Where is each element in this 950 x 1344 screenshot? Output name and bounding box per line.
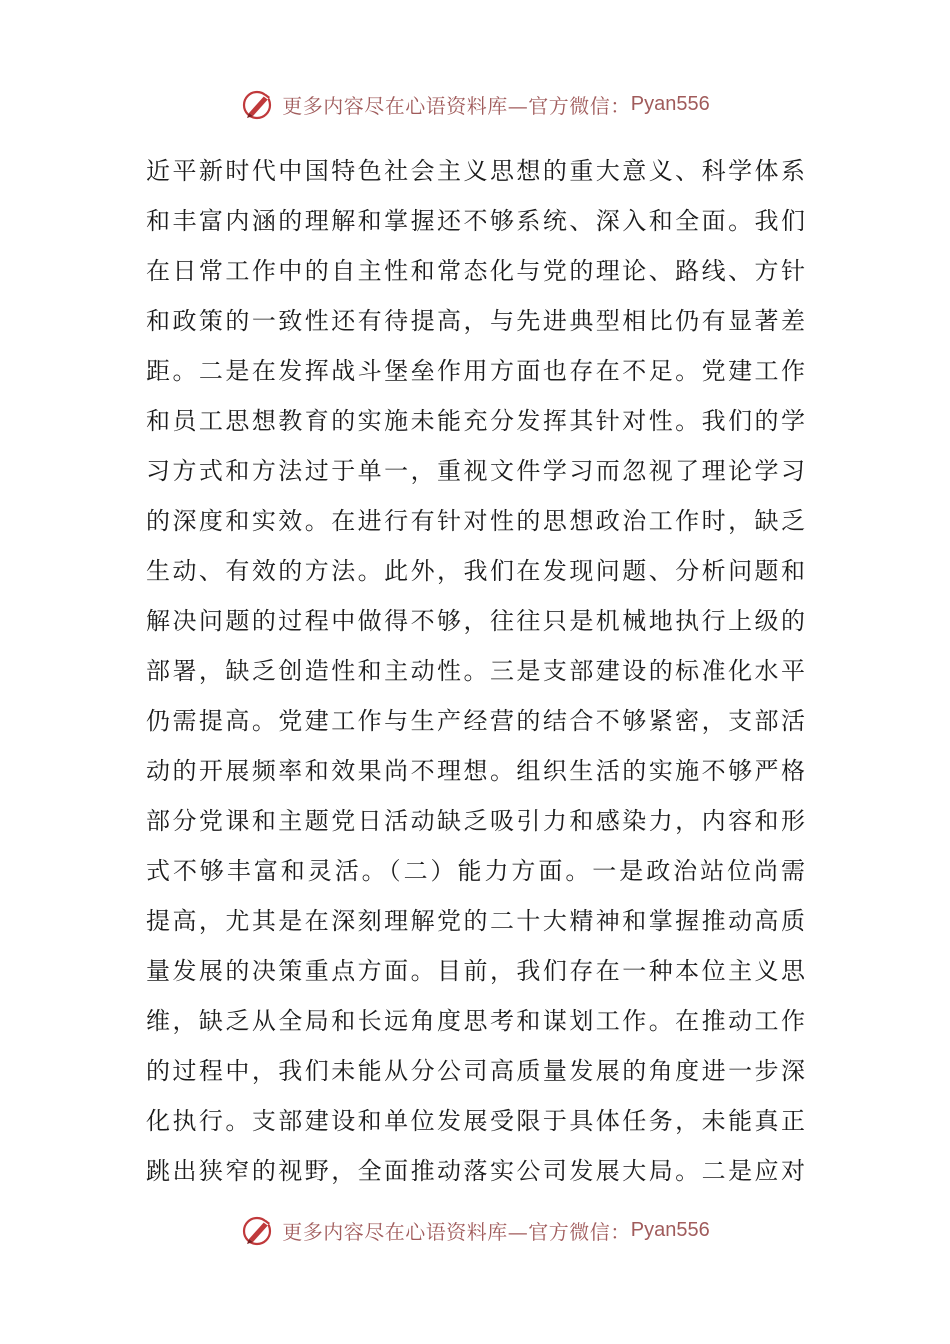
text-line: 近平新时代中国特色社会主义思想的重大意义、科学体系 bbox=[146, 157, 806, 185]
header-banner-text: 更多内容尽在心语资料库—官方微信： bbox=[282, 93, 631, 118]
text-line: 习方式和方法过于单一，重视文件学习而忽视了理论学习 bbox=[146, 457, 806, 485]
text-line: 在日常工作中的自主性和常态化与党的理论、路线、方针 bbox=[146, 257, 806, 285]
text-line: 和丰富内涵的理解和掌握还不够系统、深入和全面。我们 bbox=[146, 207, 806, 235]
text-line: 的过程中，我们未能从分公司高质量发展的角度进一步深 bbox=[146, 1057, 806, 1085]
header-banner bbox=[0, 84, 950, 124]
footer-banner-text: 更多内容尽在心语资料库—官方微信： bbox=[282, 1219, 631, 1244]
footer-banner bbox=[0, 1210, 950, 1250]
text-line: 生动、有效的方法。此外，我们在发现问题、分析问题和 bbox=[146, 557, 806, 585]
pen-circle-logo-icon bbox=[240, 1212, 276, 1248]
text-line: 和政策的一致性还有待提高，与先进典型相比仍有显著差 bbox=[146, 307, 806, 335]
text-line: 解决问题的过程中做得不够，往往只是机械地执行上级的 bbox=[146, 607, 806, 635]
pen-circle-logo-icon bbox=[240, 86, 276, 122]
text-line: 动的开展频率和效果尚不理想。组织生活的实施不够严格 bbox=[146, 757, 806, 785]
text-line: 的深度和实效。在进行有针对性的思想政治工作时，缺乏 bbox=[146, 507, 806, 535]
text-line: 和员工思想教育的实施未能充分发挥其针对性。我们的学 bbox=[146, 407, 806, 435]
text-line: 式不够丰富和灵活。（二）能力方面。一是政治站位尚需 bbox=[146, 857, 806, 885]
document-body bbox=[146, 146, 806, 1196]
text-line: 距。二是在发挥战斗堡垒作用方面也存在不足。党建工作 bbox=[146, 357, 806, 385]
text-line: 提高，尤其是在深刻理解党的二十大精神和掌握推动高质 bbox=[146, 907, 806, 935]
text-line: 化执行。支部建设和单位发展受限于具体任务，未能真正 bbox=[146, 1107, 806, 1135]
footer-banner-handle: Pyan556 bbox=[630, 1218, 710, 1241]
text-line: 部分党课和主题党日活动缺乏吸引力和感染力，内容和形 bbox=[146, 807, 806, 835]
text-line: 部署，缺乏创造性和主动性。三是支部建设的标准化水平 bbox=[146, 657, 806, 685]
text-line: 仍需提高。党建工作与生产经营的结合不够紧密，支部活 bbox=[146, 707, 806, 735]
text-line: 跳出狭窄的视野，全面推动落实公司发展大局。二是应对 bbox=[146, 1157, 806, 1185]
text-line: 维，缺乏从全局和长远角度思考和谋划工作。在推动工作 bbox=[146, 1007, 806, 1035]
text-line: 量发展的决策重点方面。目前，我们存在一种本位主义思 bbox=[146, 957, 806, 985]
header-banner-handle: Pyan556 bbox=[630, 92, 710, 115]
